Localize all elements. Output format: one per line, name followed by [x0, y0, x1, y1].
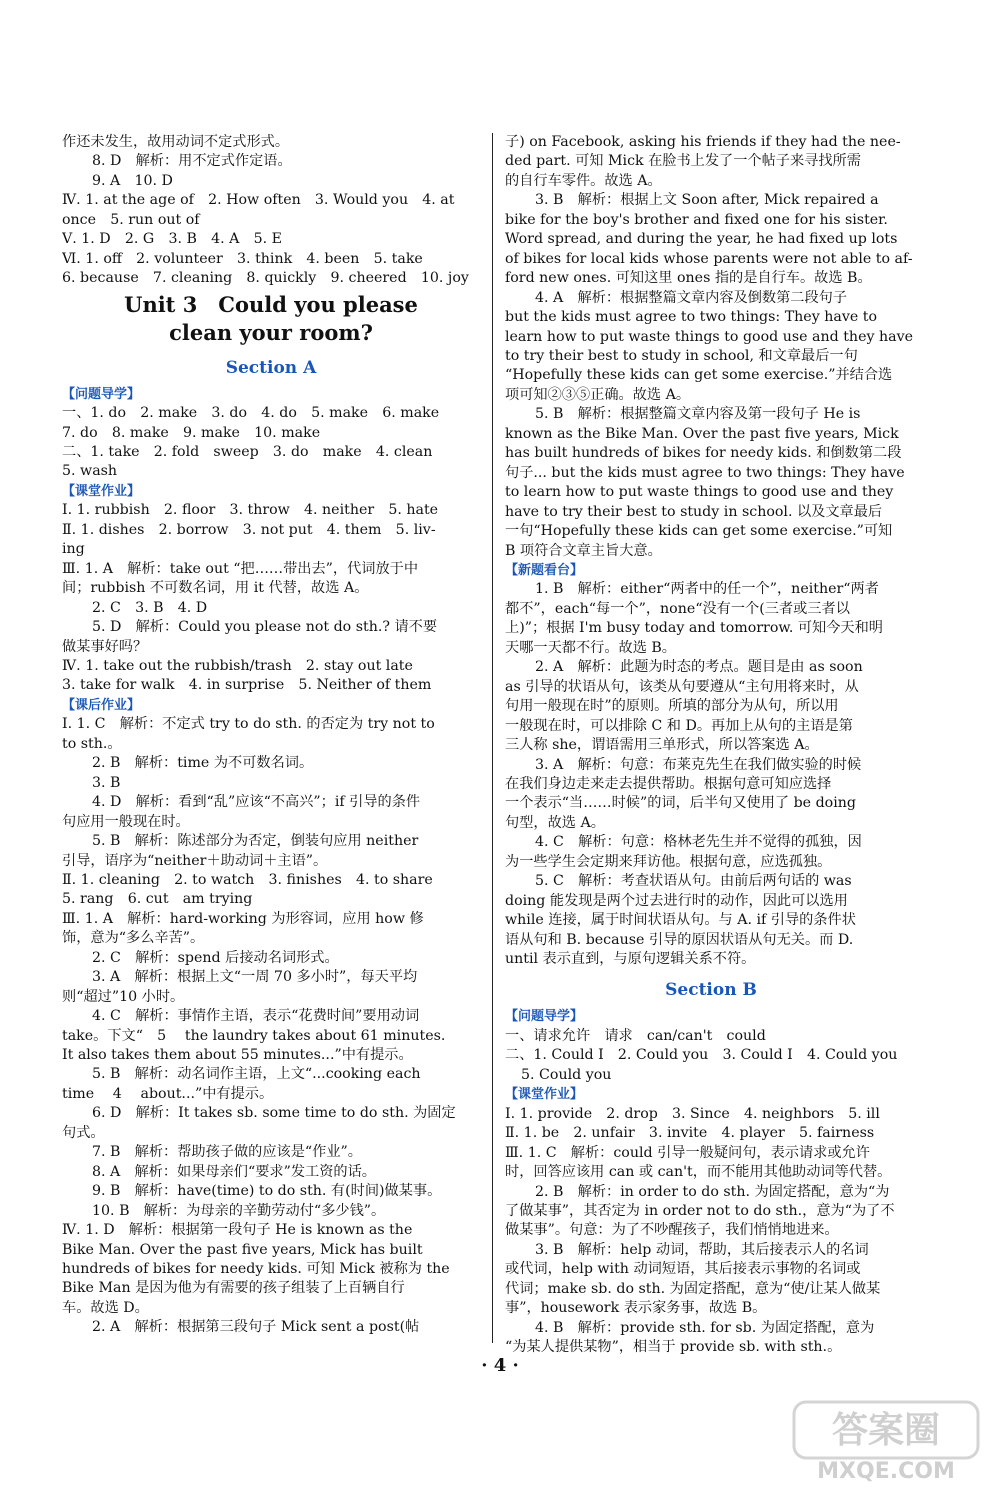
watermark-logo [786, 1396, 986, 1486]
text-line: 2. B 解析：in order to do sth. 为固定搭配，意为“为 [535, 1183, 890, 1200]
text-line: until 表示直到，与原句逻辑关系不符。 [505, 951, 756, 968]
text-line: Ⅲ. 1. C 解析：could 引导一般疑问句，表示请求或允许 [505, 1144, 870, 1161]
tag-ketang-zuoye-b: 【课堂作业】 [505, 1087, 584, 1103]
text-line: 二、1. take 2. fold sweep 3. do make 4. clean [62, 443, 433, 460]
text-line: 4. C 解析：事情作主语，表示“花费时间”要用动词 [92, 1008, 420, 1025]
text-line: 一、请求允许 请求 can/can't could [505, 1027, 766, 1044]
text-line: Ⅲ. 1. A 解析：hard-working 为形容词，应用 how 修 [62, 910, 424, 927]
text-line: to try their best to study in school, 和文章最后一句 [505, 347, 858, 364]
text-line: 一般现在时，可以排除 C 和 D。再加上从句的主语是第 [505, 717, 853, 734]
text-line: time 4 about...”中有提示。 [62, 1085, 274, 1102]
text-line: as 引导的状语从句，该类从句要遵从“主句用将来时，从 [505, 678, 859, 695]
text-line: 5. rang 6. cut am trying [62, 891, 253, 908]
text-line: 二、1. Could I 2. Could you 3. Could I 4. Could you [505, 1047, 898, 1064]
text-line: 7. B 解析：帮助孩子做的应该是“作业”。 [92, 1144, 362, 1161]
text-line: 车。故选 D。 [62, 1299, 149, 1316]
text-line: 7. do 8. make 9. make 10. make [62, 424, 321, 441]
text-line: but the kids must agree to two things: They have to [505, 309, 877, 326]
text-line: 在我们身边走来走去提供帮助。根据句意可知应选择 [505, 775, 832, 792]
text-line: 10. B 解析：为母亲的辛勤劳动付“多少钱”。 [92, 1202, 386, 1219]
text-line: 5. wash [62, 463, 118, 480]
text-line: 5. D 解析：Could you please not do sth.? 请不要 [92, 619, 438, 636]
text-line: 9. A 10. D [92, 172, 173, 189]
text-line: 一句“Hopefully these kids can get some exercise.”可知 [505, 523, 893, 540]
text-line: Ⅰ. 1. provide 2. drop 3. Since 4. neighbors 5. ill [505, 1105, 880, 1122]
text-line: 子) on Facebook, asking his friends if they had the nee- [505, 134, 901, 150]
text-line: 5. C 解析：考查状语从句。由前后两句话的 was [535, 873, 852, 890]
text-line: 6. D 解析：It takes sb. some time to do sth. 为固定 [92, 1105, 456, 1122]
text-line: 时，回答应该用 can 或 can't，而不能用其他助动词等代替。 [505, 1164, 892, 1181]
unit-title-line2: clean your room? [169, 319, 373, 345]
text-line: 5. B 解析：陈述部分为否定，倒装句应用 neither [92, 833, 419, 850]
column-divider [492, 133, 493, 1343]
text-line: Ⅰ. 1. rubbish 2. floor 3. throw 4. neither 5. hate [62, 502, 439, 519]
text-line: 了做某事”，其否定为 in order not to do sth.，意为“为了不 [505, 1203, 895, 1220]
text-line: 句应用一般现在时。 [62, 813, 190, 830]
text-line: 4. D 解析：看到“乱”应该“不高兴”；if 引导的条件 [92, 794, 421, 811]
text-line: once 5. run out of [62, 211, 200, 228]
text-line: 3. A 解析：句意：布莱克先生在我们做实验的时候 [535, 756, 862, 773]
watermark-url: MXQE.COM [817, 1459, 955, 1484]
text-line: have to try their best to study in school. 以及文章最后 [505, 503, 883, 520]
text-line: Ⅴ. 1. D 2. G 3. B 4. A 5. E [62, 231, 282, 248]
text-line: 代词；make sb. do sth. 为固定搭配，意为“使/让某人做某 [505, 1280, 881, 1297]
text-line: Ⅳ. 1. D 解析：根据第一段句子 He is known as the [62, 1222, 413, 1239]
text-line: 2. C 解析：spend 后接动名词形式。 [92, 949, 339, 966]
text-line: 2. C 3. B 4. D [92, 599, 208, 616]
text-line: Ⅳ. 1. at the age of 2. How often 3. Would you 4. at [62, 192, 455, 209]
page-number: · 4 · [481, 1355, 519, 1376]
text-line: “为某人提供某物”，相当于 provide sb. with sth.。 [505, 1339, 842, 1356]
tag-ketang-zuoye: 【课堂作业】 [62, 483, 141, 499]
text-line: Ⅵ. 1. off 2. volunteer 3. think 4. been 5. take [62, 250, 423, 267]
text-line: ford new ones. 可知这里 ones 指的是自行车。故选 B。 [505, 270, 872, 287]
text-line: take。下文“ 5 the laundry takes about 61 minutes. [62, 1027, 446, 1044]
text-line: to learn how to put waste things to good use and they [505, 484, 894, 501]
text-line: 2. A 解析：根据第三段句子 Mick sent a post(帖 [92, 1319, 420, 1336]
text-line: 为一些学生会定期来拜访他。根据句意，应选孤独。 [505, 853, 832, 870]
text-line: It also takes them about 55 minutes...”中有提示。 [62, 1047, 413, 1064]
text-line: 做某事好吗？ [62, 638, 148, 655]
text-line: 上)”；根据 I'm busy today and tomorrow. 可知今天和明 [505, 620, 883, 637]
section-b-title: Section B [665, 980, 757, 1001]
text-line: B 项符合文章主旨大意。 [505, 542, 662, 559]
text-line: ing [62, 541, 85, 558]
text-line: 则“超过”10 小时。 [62, 988, 185, 1005]
text-line: has built hundreds of bikes for needy kids. 和倒数第二段 [505, 445, 902, 462]
text-line: 9. B 解析：have(time) to do sth. 有(时间)做某事。 [92, 1183, 442, 1200]
text-line: 3. A 解析：根据上文“一周 70 多小时”，每天平均 [92, 969, 418, 986]
text-line: 句用一般现在时”的原则。所填的部分为从句，所以用 [505, 698, 839, 715]
text-line: 5. Could you [521, 1066, 612, 1083]
text-line: 项可知②③⑤正确。故选 A。 [505, 386, 691, 403]
text-line: Ⅱ. 1. be 2. unfair 3. invite 4. player 5. fairness [505, 1125, 875, 1142]
text-line: Bike Man 是因为他为有需要的孩子组装了上百辆自行 [62, 1280, 405, 1297]
text-line: ded part. 可知 Mick 在脸书上发了一个帖子来寻找所需 [505, 153, 861, 170]
text-line: 引导，语序为“neither＋助动词＋主语”。 [62, 852, 328, 869]
text-line: Bike Man. Over the past five years, Mick has built [62, 1241, 423, 1258]
text-line: 语从句和 B. because 引导的原因状语从句无关。而 D. [505, 931, 854, 948]
text-line: 的自行车零件。故选 A。 [505, 172, 662, 189]
text-line: 5. B 解析：根据整篇文章内容及第一段句子 He is [535, 406, 861, 423]
text-line: 间；rubbish 不可数名词，用 it 代替，故选 A。 [62, 580, 369, 597]
text-line: 三人称 she，谓语需用三单形式，所以答案选 A。 [505, 737, 819, 754]
text-line: 天哪一天都不行。故选 B。 [505, 639, 676, 656]
watermark-text: 答案圈 [831, 1410, 941, 1451]
text-line: known as the Bike Man. Over the past five years, Mick [505, 425, 899, 442]
text-line: doing 能发现是两个过去进行时的动作，因此可以选用 [505, 892, 848, 909]
text-line: 8. D 解析：用不定式作定语。 [92, 153, 292, 170]
text-line: 3. B 解析：根据上文 Soon after, Mick repaired a [535, 192, 879, 209]
text-line: Ⅱ. 1. dishes 2. borrow 3. not put 4. them 5. liv- [62, 521, 436, 538]
text-line: 或代词，help with 动词短语，其后接表示事物的名词或 [505, 1261, 861, 1278]
text-line: 4. B 解析：provide sth. for sb. 为固定搭配，意为 [535, 1319, 875, 1336]
unit-title [62, 291, 480, 347]
unit-title-line1: Unit 3 Could you please [124, 291, 418, 317]
text-line: Ⅲ. 1. A 解析：take out “把……带出去”，代词放于中 [62, 560, 419, 577]
text-line: 事”，housework 表示家务事，故选 B。 [505, 1300, 767, 1317]
right-column [505, 133, 917, 1358]
text-line: 3. B [92, 774, 121, 791]
tag-xinti-kantai: 【新题看台】 [505, 562, 584, 578]
left-column [62, 133, 480, 1338]
tag-kehou-zuoye: 【课后作业】 [62, 697, 141, 713]
text-line: 2. B 解析：time 为不可数名词。 [92, 755, 314, 772]
text-line: of bikes for local kids whose parents were not able to af- [505, 250, 913, 267]
text-line: 做某事”。句意：为了不吵醒孩子，我们悄悄地进来。 [505, 1222, 839, 1239]
text-line: while 连接，属于时间状语从句。与 A. if 引导的条件状 [505, 912, 856, 929]
text-line: 饰，意为“多么辛苦”。 [62, 930, 205, 947]
text-line: 5. B 解析：动名词作主语，上文“...cooking each [92, 1066, 421, 1083]
text-line: Word spread, and during the year, he had fixed up lots [505, 231, 898, 248]
text-line: 3. take for walk 4. in surprise 5. Neither of them [62, 677, 432, 694]
text-line: 8. A 解析：如果母亲们“要求”发工资的话。 [92, 1163, 376, 1180]
text-line: 6. because 7. cleaning 8. quickly 9. cheered 10. joy [62, 270, 469, 287]
text-line: Ⅳ. 1. take out the rubbish/trash 2. stay out late [62, 657, 413, 674]
text-line: 4. A 解析：根据整篇文章内容及倒数第二段句子 [535, 289, 848, 306]
text-line: 句式。 [62, 1124, 105, 1141]
text-line: 4. C 解析：句意：格林老先生并不觉得的孤独，因 [535, 834, 862, 851]
text-line: 1. B 解析：either“两者中的任一个”，neither“两者 [535, 581, 879, 598]
text-line: 3. B 解析：help 动词，帮助，其后接表示人的名词 [535, 1241, 869, 1258]
text-line: 作还未发生，故用动词不定式形式。 [62, 134, 290, 150]
text-line: Ⅰ. 1. C 解析：不定式 try to do sth. 的否定为 try not to [62, 716, 435, 733]
text-line: “Hopefully these kids can get some exercise.”并结合选 [505, 367, 893, 384]
text-line: 一、1. do 2. make 3. do 4. do 5. make 6. make [62, 405, 440, 422]
text-line: 都不”，each“每一个”，none“没有一个(三者或三者以 [505, 600, 850, 617]
text-line: learn how to put waste things to good use and they have [505, 328, 914, 345]
text-line: hundreds of bikes for needy kids. 可知 Mick 被称为 the [62, 1261, 450, 1278]
text-line: 句型，故选 A。 [505, 814, 605, 831]
watermark-graphic [786, 1396, 986, 1486]
text-line: 一个表示“当……时候”的词，后半句又使用了 be doing [505, 795, 856, 812]
tag-wenti-daoxue: 【问题导学】 [62, 386, 141, 402]
text-line: Ⅱ. 1. cleaning 2. to watch 3. finishes 4. to share [62, 871, 433, 888]
tag-wenti-daoxue-b: 【问题导学】 [505, 1009, 584, 1025]
section-a-title: Section A [225, 357, 317, 378]
text-line: to sth.。 [62, 735, 122, 752]
text-line: 句子... but the kids must agree to two things: They have [505, 464, 905, 481]
text-line: bike for the boy's brother and fixed one for his sister. [505, 211, 888, 228]
text-line: 2. A 解析：此题为时态的考点。题目是由 as soon [535, 659, 863, 676]
